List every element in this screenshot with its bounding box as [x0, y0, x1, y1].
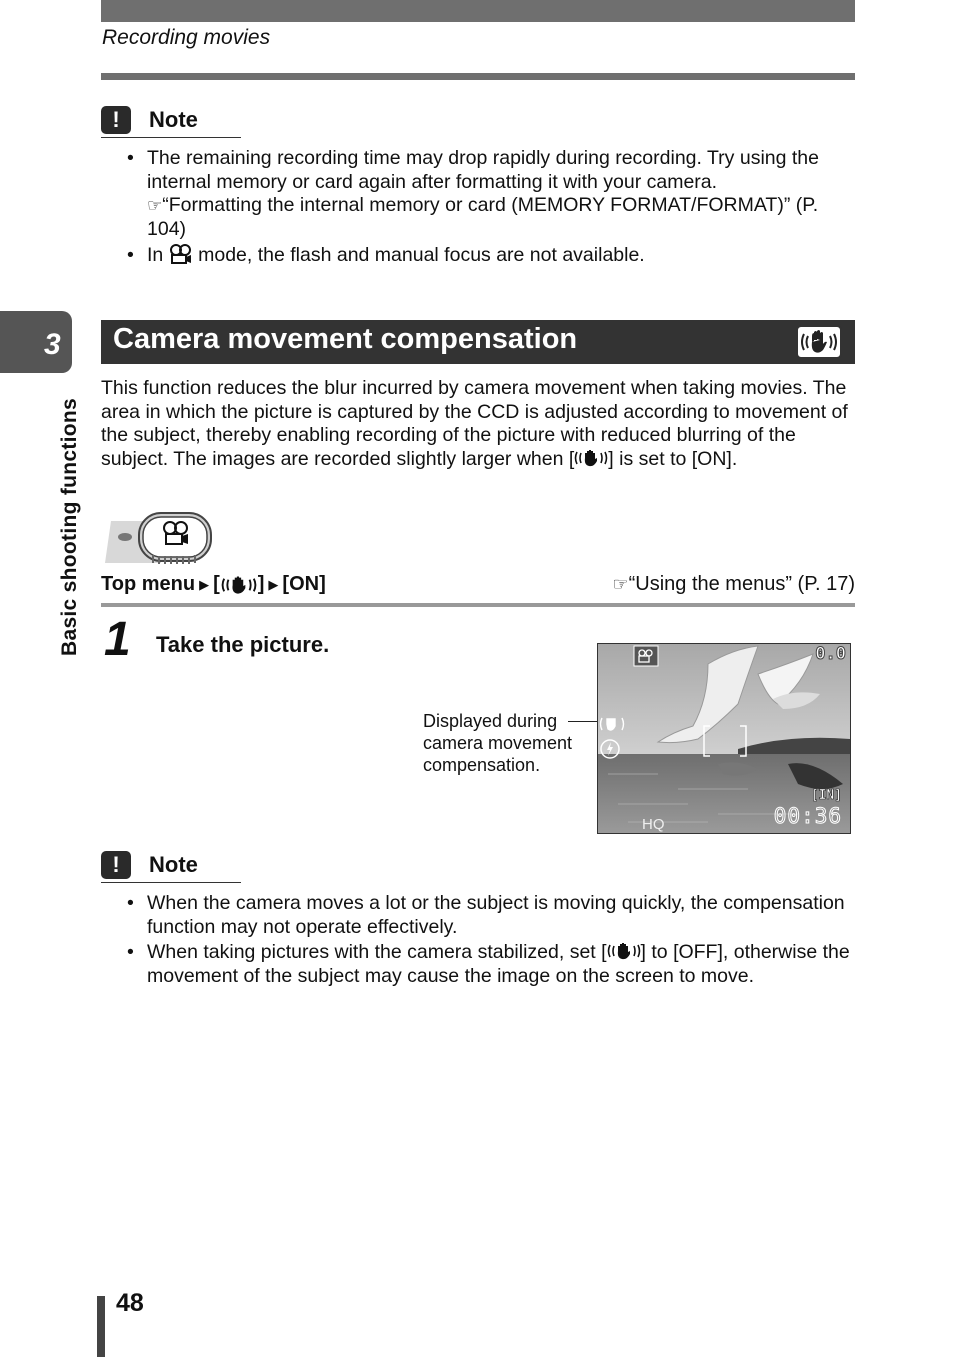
section-title: Camera movement compensation: [113, 323, 578, 355]
quality-label: HQ: [642, 816, 665, 833]
list-item: [101, 147, 856, 241]
screen-callout: Displayed during camera movement compensation.: [423, 711, 573, 775]
note-text-pre: In: [147, 244, 164, 266]
movie-mode-icon: [169, 244, 193, 264]
camera-shake-icon: [607, 941, 641, 961]
intro-text: This function reduces the blur incurred by camera movement when taking movies. The area in which the picture is captured by the CCD is adjusted according to movement of the subject, thereby enabling recording of the picture with reduced blurring of the subject. The images are recorded slightly larger when [: [101, 377, 848, 470]
list-item: • When the camera moves a lot or the subject is moving quickly, the compensation function may not operate effectively.: [101, 892, 856, 939]
note-ref: “Formatting the internal memory or card (MEMORY FORMAT/FORMAT)” (P. 104): [147, 194, 819, 240]
list-item: [101, 244, 856, 268]
mode-dial-graphic: [103, 511, 215, 572]
memory-badge: [IN]: [810, 788, 842, 803]
menu-top: Top menu: [101, 573, 196, 595]
time-remaining: 00:36: [773, 804, 842, 828]
header-title: Recording movies: [102, 26, 271, 49]
exclamation-icon: !: [101, 851, 131, 879]
note-text-post: mode, the flash and manual focus are not available.: [198, 244, 645, 266]
bracket-close: ]: [257, 573, 265, 595]
reference-hand-icon: ☞: [612, 574, 629, 594]
header-bottom-bar: [101, 73, 855, 80]
menu-on: [ON]: [282, 573, 326, 595]
note-text-post: ] to [OFF], otherwise the movement of the subject may cause the image on the screen to move.: [147, 941, 850, 987]
reference-hand-icon: ☞: [147, 196, 163, 215]
note-block-1: [101, 106, 856, 270]
step-number: 1: [104, 613, 131, 666]
note-label: Note: [149, 107, 198, 132]
camera-screen: [597, 643, 851, 834]
movie-mode-icon: [634, 646, 658, 666]
intro-text-end: ] is set to [ON].: [608, 447, 738, 470]
menu-ref-text: “Using the menus” (P. 17): [628, 573, 855, 595]
note-label: Note: [149, 852, 198, 877]
callout-line: [568, 721, 600, 722]
list-item: [101, 941, 856, 988]
arrow-right-icon: ▶: [199, 576, 210, 592]
note-list: [101, 892, 856, 988]
chapter-number: 3: [44, 328, 61, 361]
menu-reference: [612, 573, 855, 596]
note-heading: [101, 106, 241, 138]
step-text: Take the picture.: [156, 632, 330, 657]
arrow-right-icon: ▶: [268, 576, 279, 592]
chapter-label: Basic shooting functions: [58, 397, 81, 656]
camera-shake-icon: [221, 574, 257, 596]
page-number-bar: [97, 1296, 105, 1357]
page-number: 48: [116, 1289, 144, 1317]
ev-readout: 0.0: [815, 644, 846, 664]
intro-paragraph: [101, 377, 856, 471]
bracket-open: [: [213, 573, 220, 595]
note-text: The remaining recording time may drop rapidly during recording. Try using the internal memory or card again after formatting it with your camera.: [147, 147, 819, 193]
note-block-2: [101, 851, 856, 990]
note-list: [101, 147, 856, 268]
section-rule: [101, 603, 855, 607]
chapter-tab: [0, 311, 72, 373]
note-heading: [101, 851, 241, 883]
menu-path: [101, 573, 855, 596]
camera-shake-icon: [796, 325, 842, 359]
header-top-bar: [101, 0, 855, 22]
exclamation-icon: !: [101, 106, 131, 134]
note-text-pre: When taking pictures with the camera stabilized, set [: [147, 941, 607, 963]
camera-shake-icon: [574, 448, 608, 468]
